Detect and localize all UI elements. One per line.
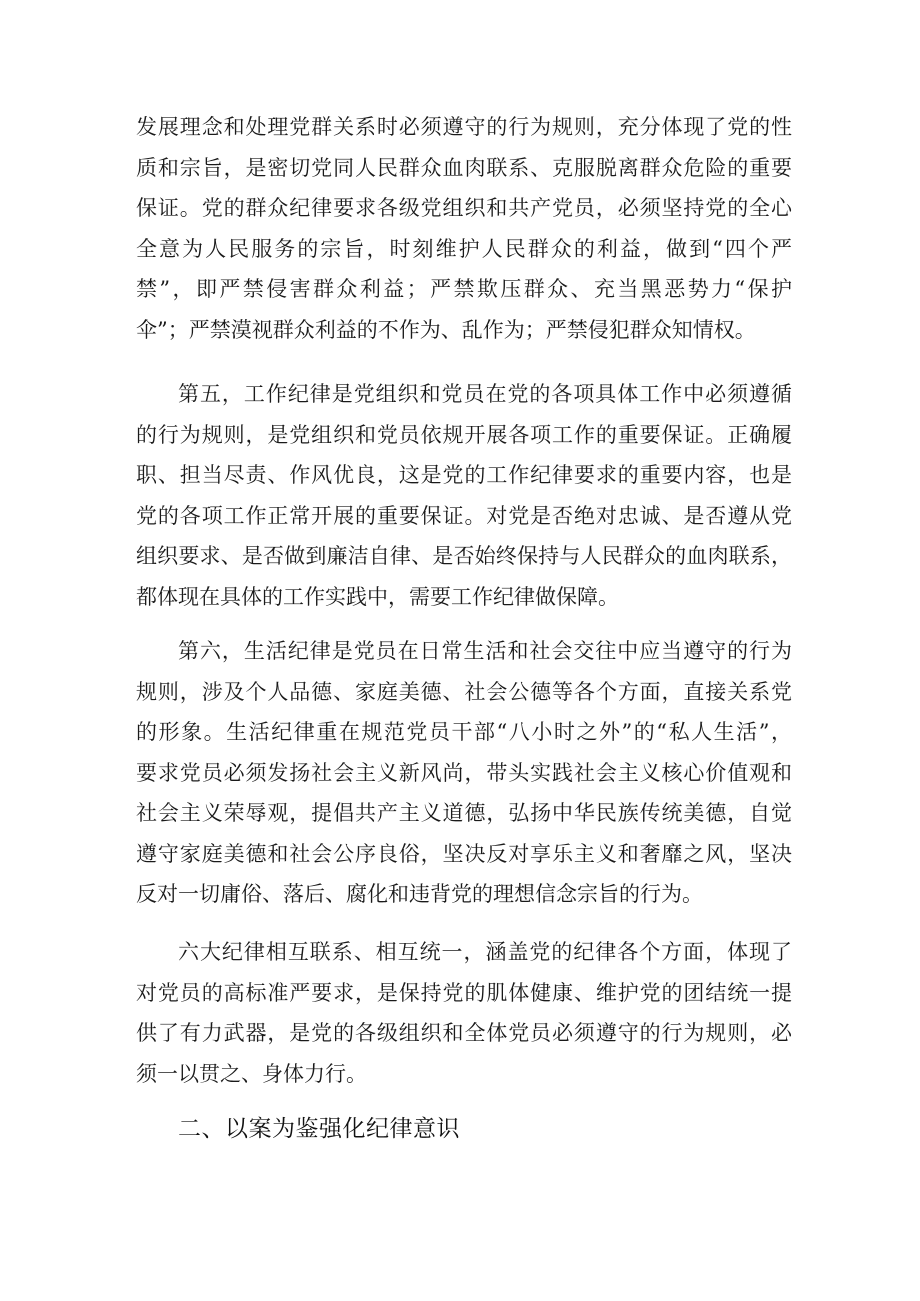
paragraph-line: 禁”，即严禁侵害群众利益；严禁欺压群众、充当黑恶势力“保护: [136, 277, 792, 301]
paragraph-line: 规则，涉及个人品德、家庭美德、社会公德等各个方面，直接关系党: [136, 679, 792, 704]
paragraph-line: 要求党员必须发扬社会主义新风尚，带头实践社会主义核心价值观和: [136, 760, 792, 785]
paragraph-line: 全意为人民服务的宗旨，时刻维护人民群众的利益，做到“四个严: [136, 236, 792, 261]
paragraph-mass-discipline: [136, 107, 792, 350]
paragraph-line: 组织要求、是否做到廉洁自律、是否始终保持与人民群众的血肉联系，: [136, 544, 792, 568]
paragraph-line: 党的各项工作正常开展的重要保证。对党是否绝对忠诚、是否遵从党: [136, 503, 792, 528]
paragraph-line: 发展理念和处理党群关系时必须遵守的行为规则，充分体现了党的性: [136, 115, 792, 139]
paragraph-line: 的行为规则，是党组织和党员依规开展各项工作的重要保证。正确履: [136, 422, 792, 447]
paragraph-six-disciplines-summary: [136, 932, 792, 1094]
paragraph-work-discipline: [136, 374, 792, 617]
paragraph-life-discipline: [136, 631, 792, 915]
paragraph-line: 职、担当尽责、作风优良，这是党的工作纪律要求的重要内容，也是: [136, 463, 792, 487]
paragraph-line: 第五，工作纪律是党组织和党员在党的各项具体工作中必须遵循: [178, 382, 792, 406]
paragraph-line: 质和宗旨，是密切党同人民群众血肉联系、克服脱离群众危险的重要: [136, 155, 792, 180]
paragraph-line: 社会主义荣辱观，提倡共产主义道德，弘扬中华民族传统美德，自觉: [136, 801, 792, 825]
section-heading: 二、以案为鉴强化纪律意识: [178, 1116, 460, 1142]
paragraph-line: 供了有力武器，是党的各级组织和全体党员必须遵守的行为规则，必: [136, 1021, 792, 1045]
paragraph-line: 遵守家庭美德和社会公序良俗，坚决反对享乐主义和奢靡之风，坚决: [136, 841, 792, 866]
paragraph-line: 第六，生活纪律是党员在日常生活和社会交往中应当遵守的行为: [178, 639, 792, 663]
paragraph-line: 反对一切庸俗、落后、腐化和违背党的理想信念宗旨的行为。: [136, 882, 703, 906]
paragraph-line: 对党员的高标准严要求，是保持党的肌体健康、维护党的团结统一提: [136, 980, 792, 1005]
paragraph-line: 伞”；严禁漠视群众利益的不作为、乱作为；严禁侵犯群众知情权。: [136, 317, 756, 342]
paragraph-line: 都体现在具体的工作实践中，需要工作纪律做保障。: [136, 584, 619, 609]
paragraph-line: 的形象。生活纪律重在规范党员干部“八小时之外”的“私人生活”，: [136, 720, 792, 744]
paragraph-line: 须一以贯之、身体力行。: [136, 1061, 367, 1086]
paragraph-line: 六大纪律相互联系、相互统一，涵盖党的纪律各个方面，体现了: [178, 940, 792, 964]
paragraph-line: 保证。党的群众纪律要求各级党组织和共产党员，必须坚持党的全心: [136, 196, 792, 220]
